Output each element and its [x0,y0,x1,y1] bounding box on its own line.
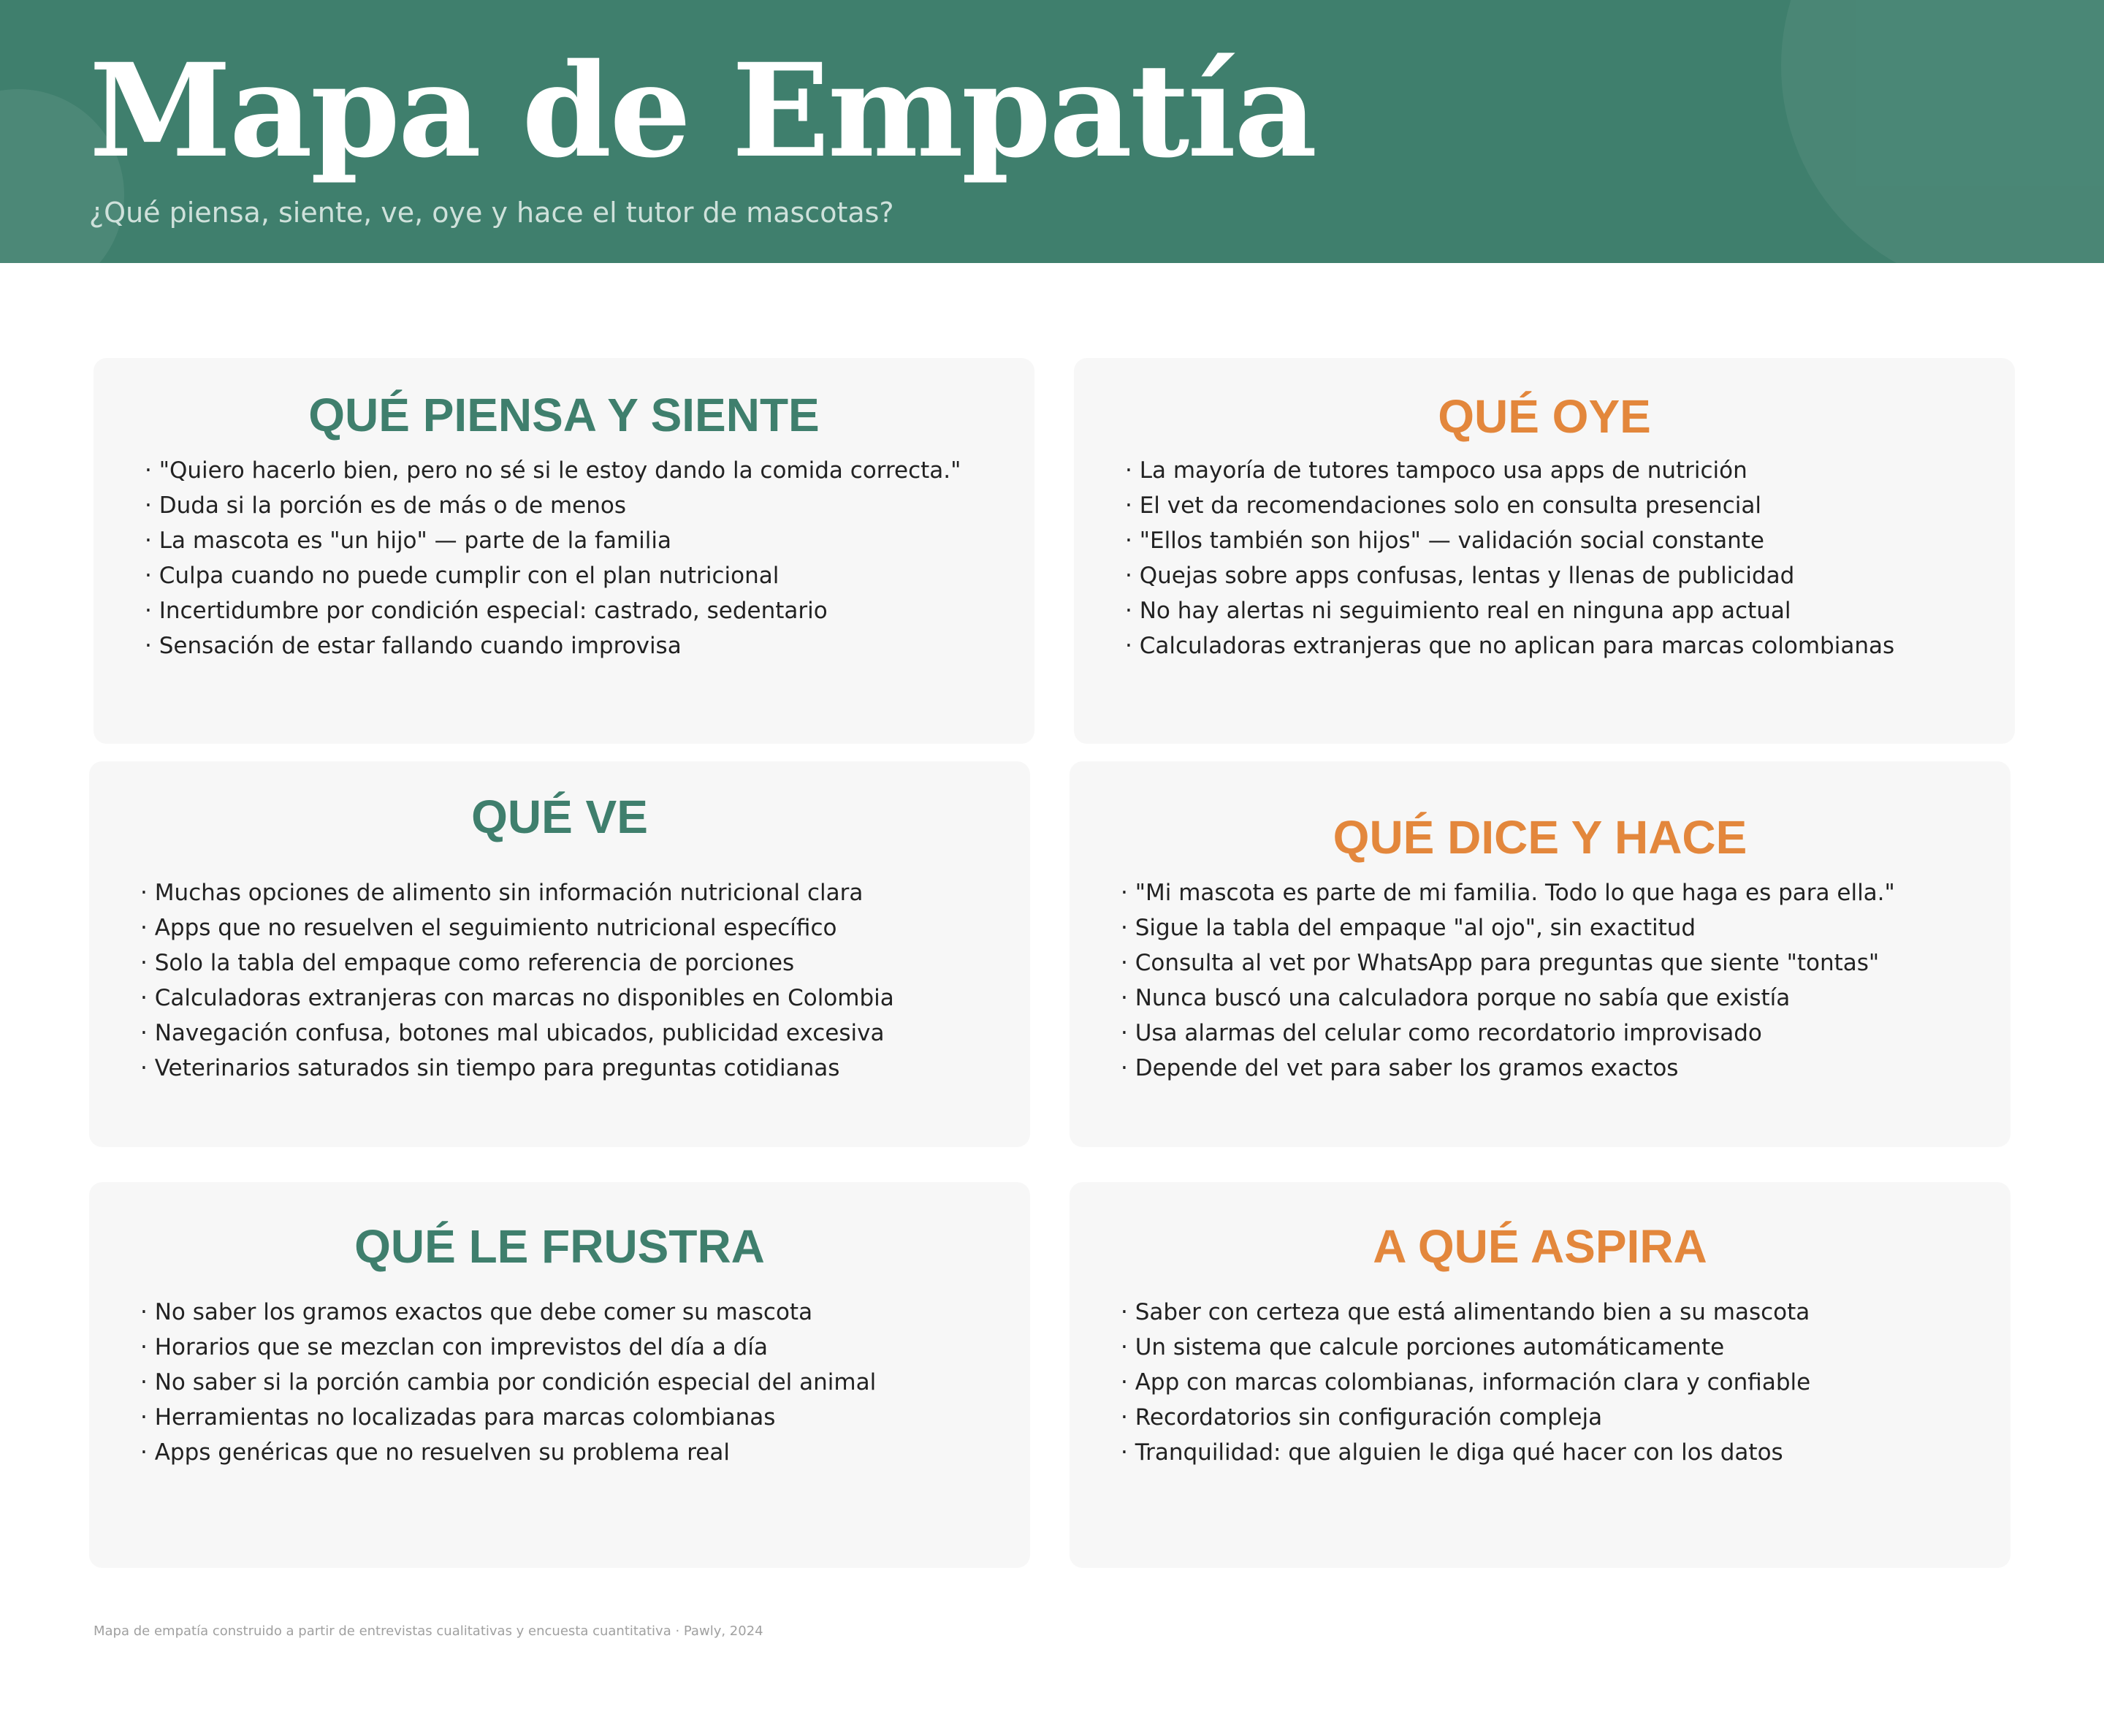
list-item: · Nunca buscó una calculadora porque no sabía que existía [1121,981,1996,1016]
card-title: QUÉ PIENSA Y SIENTE [308,389,820,441]
list-item: · Duda si la porción es de más o de menos [145,488,1020,523]
list-item: · Un sistema que calcule porciones automáticamente [1121,1330,1996,1365]
card-list [140,1295,1015,1470]
list-item: · El vet da recomendaciones solo en consulta presencial [1125,488,2000,523]
card-list [145,453,1020,663]
list-item: · Consulta al vet por WhatsApp para preguntas que siente "tontas" [1121,945,1996,981]
list-item: · No saber los gramos exactos que debe comer su mascota [140,1295,1015,1330]
list-item: · Calculadoras extranjeras que no aplican para marcas colombianas [1125,628,2000,663]
footer-note: Mapa de empatía construido a partir de entrevistas cualitativas y encuesta cuantitativa · Pawly, 2024 [94,1623,763,1639]
list-item: · Tranquilidad: que alguien le diga qué hacer con los datos [1121,1435,1996,1470]
list-item: · Navegación confusa, botones mal ubicados, publicidad excesiva [140,1016,1015,1051]
list-item: · App con marcas colombianas, información clara y confiable [1121,1365,1996,1400]
list-item: · Usa alarmas del celular como recordatorio improvisado [1121,1016,1996,1051]
card-que-oye [1074,358,2015,744]
header-banner [0,0,2104,263]
list-item: · Horarios que se mezclan con imprevistos del día a día [140,1330,1015,1365]
list-item: · Saber con certeza que está alimentando bien a su mascota [1121,1295,1996,1330]
card-list [1121,1295,1996,1470]
page-subtitle: ¿Qué piensa, siente, ve, oye y hace el tutor de mascotas? [89,197,894,229]
card-a-que-aspira [1070,1182,2010,1568]
card-que-ve [89,761,1030,1147]
decorative-circle [1781,0,2104,263]
list-item: · "Ellos también son hijos" — validación social constante [1125,523,2000,558]
card-que-le-frustra [89,1182,1030,1568]
card-title: QUÉ OYE [1438,390,1651,443]
list-item: · No hay alertas ni seguimiento real en ninguna app actual [1125,593,2000,628]
list-item: · Recordatorios sin configuración compleja [1121,1400,1996,1435]
list-item: · "Mi mascota es parte de mi familia. Todo lo que haga es para ella." [1121,875,1996,910]
card-title: QUÉ DICE Y HACE [1333,811,1747,864]
list-item: · Calculadoras extranjeras con marcas no disponibles en Colombia [140,981,1015,1016]
page-title: Mapa de Empatía [89,35,1316,186]
card-list [140,875,1015,1086]
list-item: · Culpa cuando no puede cumplir con el plan nutricional [145,558,1020,593]
card-list [1125,453,2000,663]
list-item: · Solo la tabla del empaque como referencia de porciones [140,945,1015,981]
card-title: QUÉ LE FRUSTRA [354,1220,765,1273]
list-item: · No saber si la porción cambia por condición especial del animal [140,1365,1015,1400]
card-list [1121,875,1996,1086]
list-item: · La mayoría de tutores tampoco usa apps de nutrición [1125,453,2000,488]
card-que-piensa-y-siente [94,358,1034,744]
list-item: · Herramientas no localizadas para marcas colombianas [140,1400,1015,1435]
list-item: · Apps genéricas que no resuelven su problema real [140,1435,1015,1470]
list-item: · Sigue la tabla del empaque "al ojo", sin exactitud [1121,910,1996,945]
list-item: · Apps que no resuelven el seguimiento nutricional específico [140,910,1015,945]
card-title: A QUÉ ASPIRA [1373,1220,1707,1273]
list-item: · Incertidumbre por condición especial: castrado, sedentario [145,593,1020,628]
card-que-dice-y-hace [1070,761,2010,1147]
list-item: · Depende del vet para saber los gramos exactos [1121,1051,1996,1086]
list-item: · Quejas sobre apps confusas, lentas y llenas de publicidad [1125,558,2000,593]
list-item: · Sensación de estar fallando cuando improvisa [145,628,1020,663]
list-item: · Muchas opciones de alimento sin información nutricional clara [140,875,1015,910]
list-item: · "Quiero hacerlo bien, pero no sé si le estoy dando la comida correcta." [145,453,1020,488]
list-item: · Veterinarios saturados sin tiempo para preguntas cotidianas [140,1051,1015,1086]
card-title: QUÉ VE [471,791,648,843]
list-item: · La mascota es "un hijo" — parte de la familia [145,523,1020,558]
